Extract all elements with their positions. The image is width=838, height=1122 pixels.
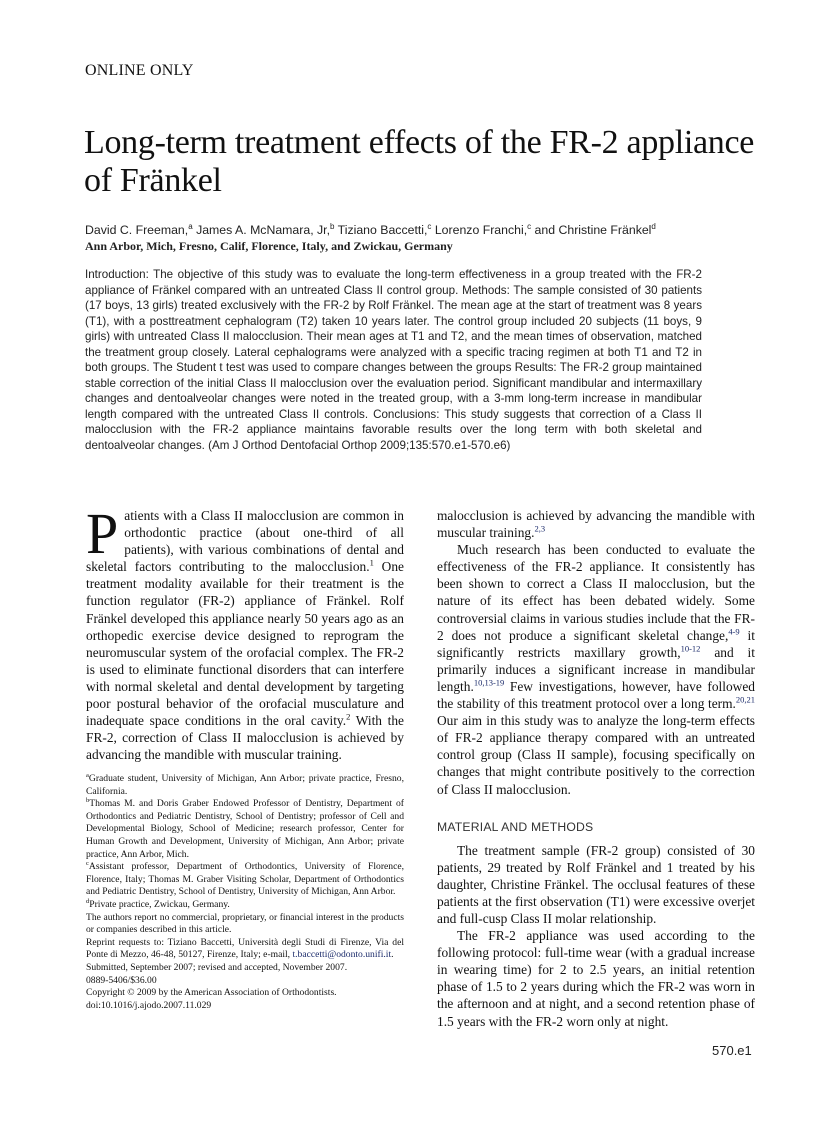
body-column-left (86, 501, 404, 763)
intro-text: Our aim in this study was to analyze the long-term effects of FR-2 appliance therapy compared with an untreated control group (Class II sample), focusing specifically on changes that might contribute positively to the correction of Class II malocclusion. (437, 713, 755, 797)
footnote-mark: b (86, 797, 90, 804)
affiliation-mark: c (527, 222, 532, 231)
author-locations: Ann Arbor, Mich, Fresno, Calif, Florence, Italy, and Zwickau, Germany (85, 239, 453, 253)
author-name: Lorenzo Franchi, (431, 223, 528, 238)
abstract: Introduction: The objective of this study was to evaluate the long-term effectiveness in a group treated with the FR-2 appliance of Fränkel compared with an untreated Class II control group. Methods: The sample consisted of 30 patients (17 boys, 13 girls) treated exclusively with the FR-2 by Rolf Fränkel. The mean age at the start of treatment was 8 years (T1), with a posttreatment cephalogram (T2) taken 10 years later. The control group included 20 subjects (11 boys, 9 girls) with untreated Class II malocclusion. Their mean ages at T1 and T2, and the mean times of observation, matched the treatment group closely. Lateral cephalograms were analyzed with a specific tracing regimen at both T1 and T2 in both groups. The Student t test was used to compare changes between the groups Results: The FR-2 group maintained stable correction of the initial Class II malocclusion over the evaluation period. Significant mandibular and intermaxillary changes and dentoalveolar changes were noted in the treated group, with a 3-mm long-term increase in mandibular length compared with the untreated Class II controls. Conclusions: This study suggests that correction of a Class II malocclusion with the FR-2 appliance maintains favorable results over the long term with both skeletal and dentoalveolar changes. (Am J Orthod Dentofacial Orthop 2009;135:570.e1-570.e6) (85, 268, 702, 452)
footnote-text: Graduate student, University of Michigan, Ann Arbor; private practice, Fresno, California. (86, 773, 404, 797)
footnote-text: Assistant professor, Department of Orthodontics, University of Florence, Florence, Italy; Thomas M. Graber Visiting Scholar, Department of Orthodontics and Pediatric Dentistry, School of Dentistry, University of Michigan, Ann Arbor. (86, 861, 404, 898)
footnote-mark: a (86, 771, 89, 779)
reference-link[interactable]: 2 (346, 711, 351, 722)
reference-link[interactable]: 10,13-19 (473, 677, 505, 688)
author-list (85, 219, 785, 238)
intro-text-tail: malocclusion is achieved by advancing the mandible with muscular training. (437, 508, 755, 541)
drop-cap: P (86, 501, 119, 566)
reprint-text-end: . (391, 949, 394, 961)
online-only-label: ONLINE ONLY (85, 62, 194, 79)
intro-text: Much research has been conducted to evaluate the effectiveness of the FR-2 appliance. It consistently has been shown to correct a Class II malocclusion, but the nature of its effect has been debated widely. Some controversial claims in various studies include that the FR-2 does not produce a significant skeletal change, (437, 542, 755, 643)
email-link[interactable]: t.baccetti@odonto.unifi.it (292, 949, 392, 961)
reference-link[interactable]: 2,3 (534, 523, 546, 534)
author-name: David C. Freeman, (85, 223, 189, 238)
footnotes (86, 773, 404, 1012)
intro-text: One treatment modality available for their treatment is the function regulator (FR-2) appliance of Fränkel. Rolf Fränkel developed this appliance nearly 50 years ago as an orthopedic exercise device designed to reprogram the neuromuscular system of the orofacial complex. The FR-2 is used to eliminate functional disorders that can interfere with normal skeletal and dental development by targeting poor postural behavior of the orofacial musculature and inadequate space conditions in the oral cavity. (86, 559, 404, 729)
affiliation-mark: c (427, 222, 432, 231)
footnote-mark: c (86, 859, 89, 867)
intro-paragraph-end (437, 507, 755, 541)
intro-text: and it primarily induces a significant increase in mandibular length. (437, 644, 755, 694)
issn-price: 0889-5406/$36.00 (86, 974, 157, 986)
doi: doi:10.1016/j.ajodo.2007.11.029 (86, 999, 212, 1011)
reference-link[interactable]: 20,21 (735, 694, 755, 705)
methods-paragraph-1: The treatment sample (FR-2 group) consisted of 30 patients, 29 treated by Rolf Fränkel and 1 treated by his daughter, Christine Fränkel. The occlusal features of these patients at the first observation (T1) were excessive overjet and full-cusp Class II molar relationship. (437, 842, 755, 926)
footnote-c (86, 861, 404, 899)
affiliation-mark: a (188, 222, 193, 231)
copyright-notice: Copyright © 2009 by the American Association of Orthodontists. (86, 987, 337, 999)
intro-text: atients with a Class II malocclusion are common in orthodontic practice (about one-third of all patients), with various combinations of dental and skeletal factors contributing to the malocclusion. (86, 508, 404, 575)
intro-paragraph-2 (437, 541, 755, 797)
intro-text: Few investigations, however, have followed the stability of this treatment protocol over a long term. (437, 678, 755, 712)
footnote-a (86, 773, 404, 798)
intro-text-continued: With the FR-2, correction of Class II malocclusion is achieved by advancing the mandible with muscular training. (86, 713, 404, 763)
reference-link[interactable]: 4-9 (728, 626, 740, 637)
affiliation-mark: d (651, 222, 656, 231)
reference-link[interactable]: 1 (369, 557, 374, 568)
reprint-text: Reprint requests to: Tiziano Baccetti, Università degli Studi di Firenze, Via del Ponte di Mezzo, 46-48, 50127, Firenze, Italy; e-mail, (86, 936, 404, 961)
affiliation-mark: b (330, 222, 335, 231)
body-column-right (437, 507, 755, 1030)
footnote-b (86, 798, 404, 861)
reprint-requests (86, 937, 404, 962)
intro-paragraph (86, 501, 404, 763)
author-name: James A. McNamara, Jr, (192, 223, 331, 238)
footnote-text: Private practice, Zwickau, Germany. (89, 898, 230, 910)
footnote-mark: d (86, 897, 90, 905)
methods-paragraph-2: The FR-2 appliance was used according to the following protocol: full-time wear (with a gradual increase in wearing time) for 2 to 2.5 years, an initial retention phase of 1.5 to 2 years during which the FR-2 was worn in the afternoon and at night, and a second retention phase of 1.5 years with the FR-2 worn only at night. (437, 928, 755, 1029)
section-heading-methods: MATERIAL AND METHODS (437, 819, 594, 834)
disclosure-note: The authors report no commercial, proprietary, or financial interest in the products or companies described in this article. (86, 911, 404, 936)
author-name: Tiziano Baccetti, (334, 223, 428, 238)
submission-dates: Submitted, September 2007; revised and accepted, November 2007. (86, 961, 348, 973)
footnote-d (86, 899, 404, 912)
article-title: Long-term treatment effects of the FR-2 appliance of Fränkel (84, 124, 755, 199)
intro-text: it significantly restricts maxillary growth, (437, 627, 755, 660)
author-name: and Christine Fränkel (531, 223, 652, 238)
footnote-text: Thomas M. and Doris Graber Endowed Professor of Dentistry, Department of Orthodontics and Pediatric Dentistry, School of Dentistry; professor of Cell and Developmental Biology, School of Medicine; research professor, Center for Human Growth and Development, University of Michigan, Ann Arbor; private practice, Ann Arbor, Mich. (86, 798, 404, 860)
reference-link[interactable]: 10-12 (680, 643, 701, 654)
page-number: 570.e1 (712, 1043, 752, 1058)
